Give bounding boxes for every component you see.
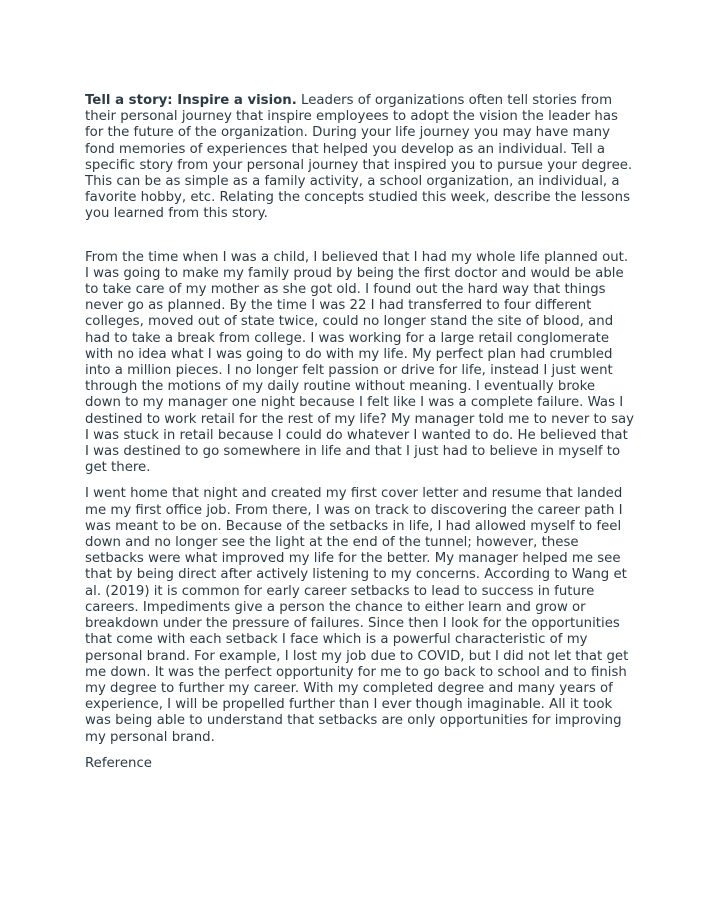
prompt-body: Leaders of organizations often tell stories from their personal journey that inspire employees to adopt the vision the leader has for the future of the organization. During your life journey you may have many fond memories of experiences that helped you develop as an individual. Tell a specific story from your personal journey that inspired you to pursue your degree. This can be as simple as a family activity, a school organization, an individual, a favorite hobby, etc. Relating the concepts studied this week, describe the lessons you learned from this story. (85, 93, 633, 222)
response-paragraph-1: From the time when I was a child, I believed that I had my whole life planned out. I was going to make my family proud by being the first doctor and would be able to take care of my mother as she got old. I found out the hard way that things never go as planned. By the time I was 22 I had transferred to four different colleges, moved out of state twice, could no longer stand the site of blood, and had to take a break from college. I was working for a large retail conglomerate with no idea what I was going to do with my life. My perfect plan had crumbled into a million pieces. I no longer felt passion or drive for life, instead I just went through the motions of my daily routine without meaning. I eventually broke down to my manager one night because I felt like I was a complete failure. Was I destined to work retail for the rest of my life? My manager told me to never to say I was stuck in retail because I could do whatever I wanted to do. He believed that I was destined to go somewhere in life and that I just had to believe in myself to get there. (85, 249, 635, 476)
prompt-title: Tell a story: Inspire a vision. (85, 93, 297, 108)
document-page (85, 93, 635, 772)
discussion-prompt (85, 93, 635, 223)
response-paragraph-2: I went home that night and created my first cover letter and resume that landed me my first office job. From there, I was on track to discovering the career path I was meant to be on. Because of the setbacks in life, I had allowed myself to feel down and no longer see the light at the end of the tunnel; however, these setbacks were what improved my life for the better. My manager helped me see that by being direct after actively listening to my concerns. According to Wang et al. (2019) it is common for early career setbacks to lead to success in future careers. Impediments give a person the chance to either learn and grow or breakdown under the pressure of failures. Since then I look for the opportunities that come with each setback I face which is a powerful characteristic of my personal brand. For example, I lost my job due to COVID, but I did not let that get me down. It was the perfect opportunity for me to go back to school and to finish my degree to further my career. With my completed degree and many years of experience, I will be propelled further than I ever though imaginable. All it took was being able to understand that setbacks are only opportunities for improving my personal brand. (85, 486, 629, 745)
reference-heading: Reference (85, 755, 152, 771)
